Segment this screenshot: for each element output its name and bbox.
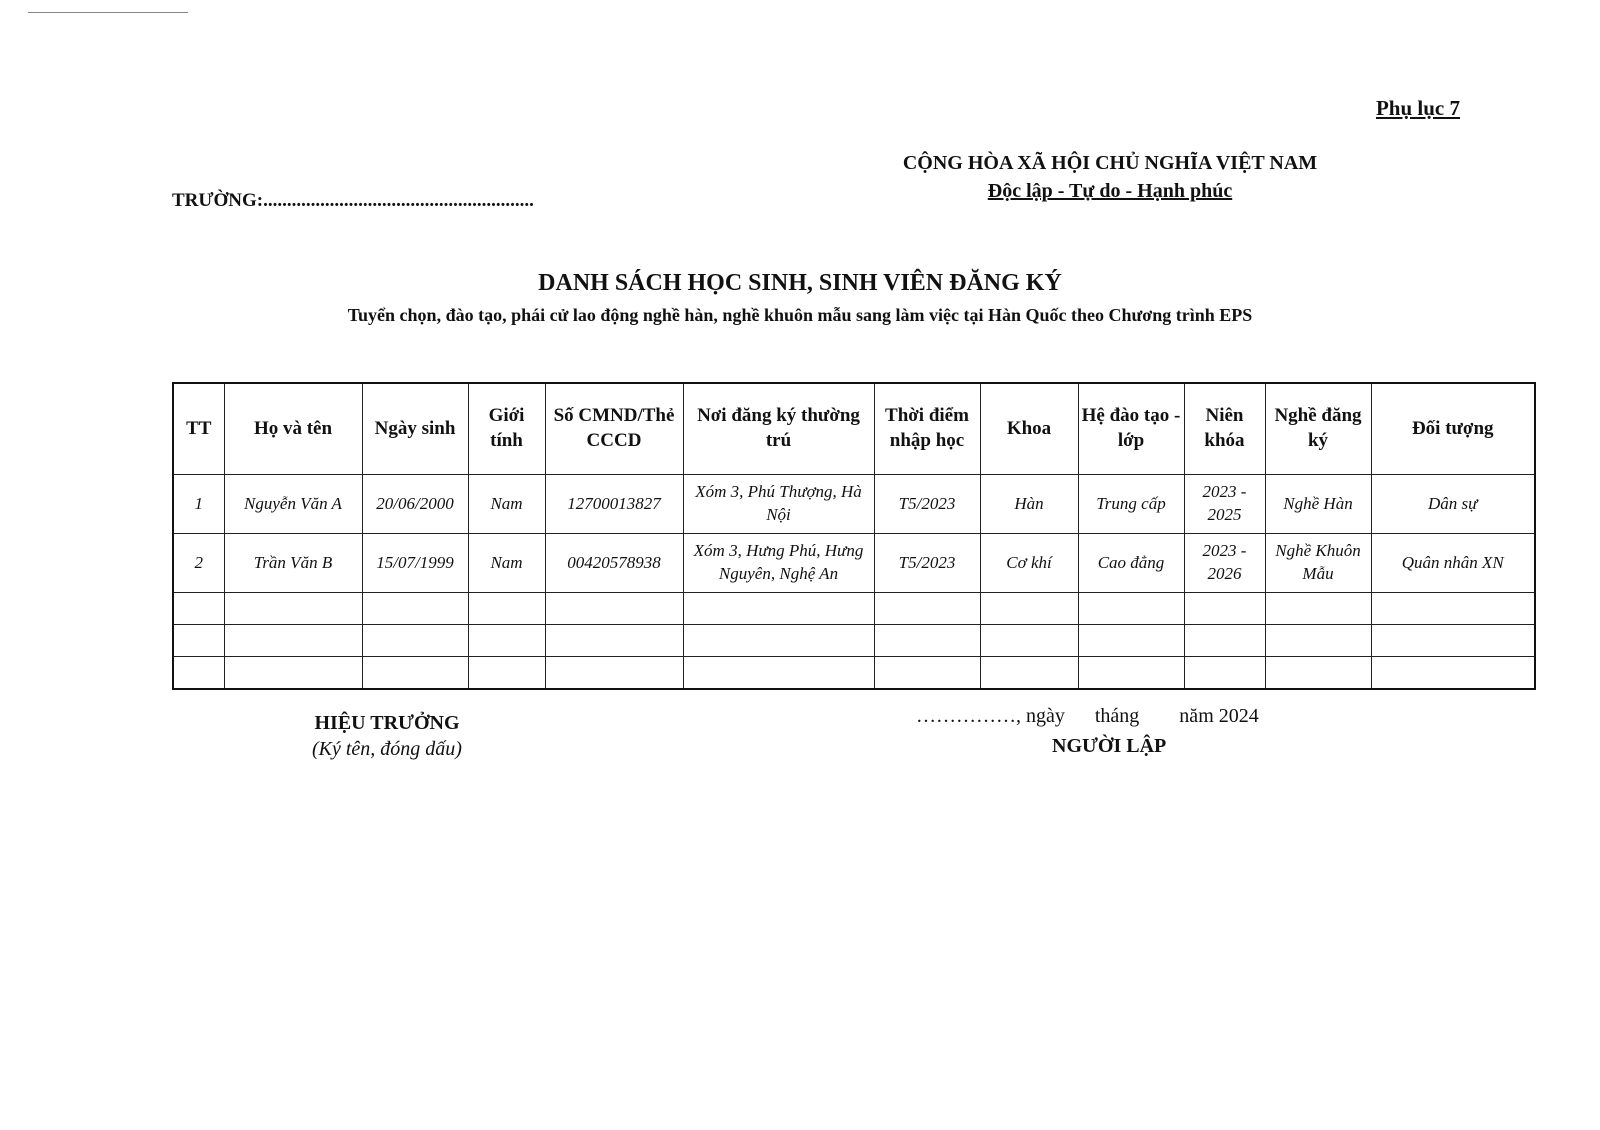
table-cell: 12700013827 [545, 475, 683, 534]
student-registration-table [172, 382, 1536, 690]
national-motto: Độc lập - Tự do - Hạnh phúc [987, 180, 1233, 202]
table-cell: 2023 - 2026 [1184, 534, 1265, 593]
principal-title: HIỆU TRƯỞNG [314, 712, 460, 734]
table-cell: Xóm 3, Phú Thượng, Hà Nội [683, 475, 874, 534]
table-cell: Cơ khí [980, 534, 1078, 593]
table-cell: Trung cấp [1078, 475, 1184, 534]
table-row [173, 534, 1535, 593]
table-cell: Nam [468, 534, 545, 593]
col-header: Thời điểm nhập học [874, 383, 980, 475]
school-label: TRƯỜNG:......................................................... [172, 190, 534, 211]
table-cell: Nguyễn Văn A [224, 475, 362, 534]
col-header: Khoa [980, 383, 1078, 475]
table-cell: 15/07/1999 [362, 534, 468, 593]
table-cell: Quân nhân XN [1371, 534, 1535, 593]
document-subtitle: Tuyển chọn, đào tạo, phái cử lao động nghề hàn, nghề khuôn mẫu sang làm việc tại Hàn Quốc theo Chương trình EPS [347, 305, 1253, 325]
empty-row [173, 657, 1535, 690]
national-header [890, 152, 1330, 203]
table-header-row [173, 383, 1535, 475]
table-cell: T5/2023 [874, 475, 980, 534]
table-cell: Dân sự [1371, 475, 1535, 534]
col-header: Đối tượng [1371, 383, 1535, 475]
table-cell: 2023 - 2025 [1184, 475, 1265, 534]
principal-note: (Ký tên, đóng dấu) [312, 738, 462, 760]
table-cell: Nam [468, 475, 545, 534]
principal-signature-block [292, 712, 482, 761]
col-header: Nơi đăng ký thường trú [683, 383, 874, 475]
table-cell: 20/06/2000 [362, 475, 468, 534]
col-header: Ngày sinh [362, 383, 468, 475]
col-header: Nghề đăng ký [1265, 383, 1371, 475]
appendix-label: Phụ lục 7 [1375, 96, 1460, 120]
table-cell: Nghề Khuôn Mẫu [1265, 534, 1371, 593]
top-rule [28, 12, 188, 13]
table-row [173, 475, 1535, 534]
col-header: Số CMND/Thẻ CCCD [545, 383, 683, 475]
empty-row [173, 593, 1535, 625]
table-cell: Trần Văn B [224, 534, 362, 593]
document-title: DANH SÁCH HỌC SINH, SINH VIÊN ĐĂNG KÝ [538, 270, 1062, 296]
col-header: Hệ đào tạo - lớp [1078, 383, 1184, 475]
republic-name: CỘNG HÒA XÃ HỘI CHỦ NGHĨA VIỆT NAM [902, 152, 1318, 174]
table-cell: 00420578938 [545, 534, 683, 593]
col-header: TT [173, 383, 224, 475]
empty-row [173, 625, 1535, 657]
col-header: Giới tính [468, 383, 545, 475]
table-cell: Cao đẳng [1078, 534, 1184, 593]
table-cell: Xóm 3, Hưng Phú, Hưng Nguyên, Nghệ An [683, 534, 874, 593]
table-cell: 2 [173, 534, 224, 593]
table-cell: Nghề Hàn [1265, 475, 1371, 534]
col-header: Niên khóa [1184, 383, 1265, 475]
col-header: Họ và tên [224, 383, 362, 475]
preparer-title: NGƯỜI LẬP [1052, 735, 1167, 757]
table-cell: 1 [173, 475, 224, 534]
date-line: ……………, ngày tháng năm 2024 [916, 705, 1259, 727]
table-cell: Hàn [980, 475, 1078, 534]
table-cell: T5/2023 [874, 534, 980, 593]
